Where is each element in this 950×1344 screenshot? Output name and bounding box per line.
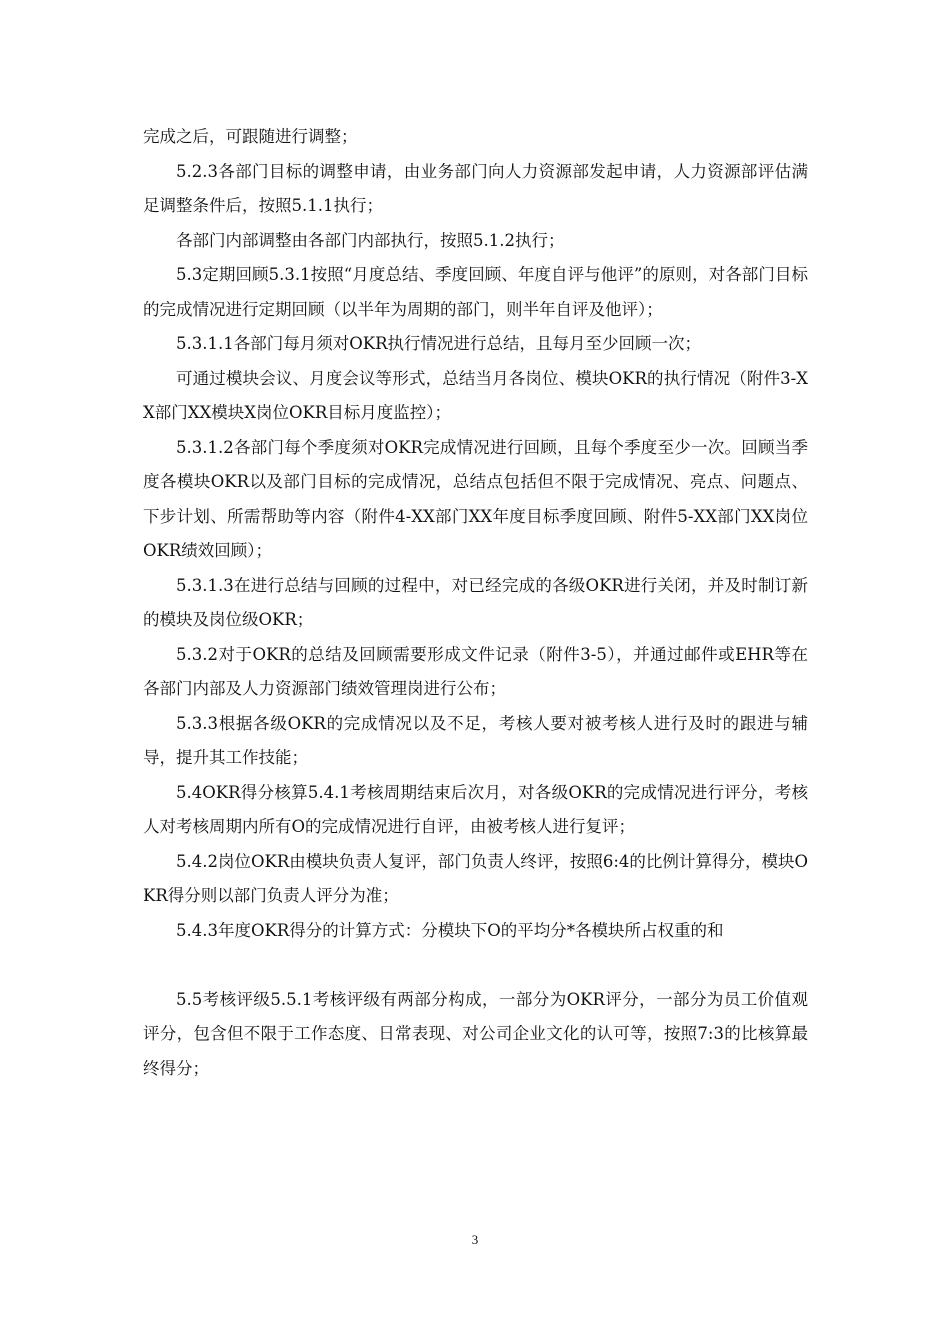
paragraph: 5.3.3根据各级OKR的完成情况以及不足，考核人要对被考核人进行及时的跟进与辅导，提升其工作技能；: [143, 713, 808, 767]
page-number: 3: [471, 1232, 479, 1247]
paragraph: 可通过模块会议、月度会议等形式，总结当月各岗位、模块OKR的执行情况（附件3-XX部门XX模块X岗位OKR目标月度监控）；: [143, 368, 808, 422]
paragraph: 5.3.1.1各部门每月须对OKR执行情况进行总结，且每月至少回顾一次；: [176, 334, 702, 353]
paragraph: 完成之后，可跟随进行调整；: [143, 127, 358, 146]
paragraph: 5.3.1.2各部门每个季度须对OKR完成情况进行回顾，且每个季度至少一次。回顾当季度各模块OKR以及部门目标的完成情况，总结点包括但不限于完成情况、亮点、问题点、下步计划、所需帮助等内容（附件4-XX部门XX年度目标季度回顾、附件5-XX部门XX岗位OKR绩效回顾）；: [143, 437, 808, 560]
paragraph: 5.5考核评级5.5.1考核评级有两部分构成，一部分为OKR评分，一部分为员工价值观评分，包含但不限于工作态度、日常表现、对公司企业文化的认可等，按照7:3的比核算最终得分；: [143, 989, 808, 1078]
paragraph: 5.3定期回顾5.3.1按照“月度总结、季度回顾、年度自评与他评”的原则，对各部门目标的完成情况进行定期回顾（以半年为周期的部门，则半年自评及他评）；: [143, 265, 808, 319]
paragraph: 5.4OKR得分核算5.4.1考核周期结束后次月，对各级OKR的完成情况进行评分，考核人对考核周期内所有O的完成情况进行自评，由被考核人进行复评；: [143, 782, 808, 836]
paragraph: 5.4.3年度OKR得分的计算方式：分模块下O的平均分*各模块所占权重的和: [176, 920, 724, 940]
paragraph: 5.3.1.3在进行总结与回顾的过程中，对已经完成的各级OKR进行关闭，并及时制订新的模块及岗位级OKR；: [143, 575, 808, 629]
paragraph: 5.3.2对于OKR的总结及回顾需要形成文件记录（附件3-5），并通过邮件或EHR等在各部门内部及人力资源部门绩效管理岗进行公布；: [143, 644, 808, 698]
paragraph: 5.2.3各部门目标的调整申请，由业务部门向人力资源部发起申请，人力资源部评估满足调整条件后，按照5.1.1执行；: [143, 161, 808, 215]
paragraph: 各部门内部调整由各部门内部执行，按照5.1.2执行；: [176, 230, 565, 250]
document-body: [143, 120, 808, 1086]
blank-line: [143, 948, 808, 983]
paragraph: 5.4.2岗位OKR由模块负责人复评，部门负责人终评，按照6:4的比例计算得分，模块OKR得分则以部门负责人评分为准；: [143, 851, 808, 905]
